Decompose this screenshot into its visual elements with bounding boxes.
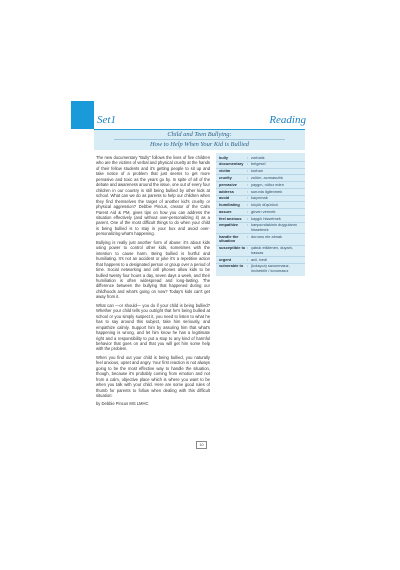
glossary-definition: (kolayca) savunmasız, incinebilir / korumasız	[251, 263, 290, 273]
glossary-definition: yaygın, nüfuz eden	[251, 181, 284, 187]
glossary-row: humiliating : küçük düşürücü	[216, 202, 305, 209]
glossary-box	[216, 153, 305, 276]
glossary-row: address : sorunla ilgilenmek	[216, 189, 305, 196]
set-label: Set1	[97, 114, 116, 126]
glossary-row: vulnerable to : (kolayca) savunmasız, incinebilir / korumasız	[216, 264, 305, 274]
glossary-term: humiliating	[219, 202, 240, 208]
glossary-term: empathize	[219, 222, 239, 228]
title-band	[94, 130, 305, 150]
glossary-definition: çabuk etkilenen, duyarlı, hassas	[251, 245, 293, 255]
glossary-row: documentary : belgesel	[216, 162, 305, 169]
glossary-term: handle the situation	[219, 233, 239, 244]
article-subtitle: How to Help When Your Kid is Bullied	[114, 139, 285, 149]
glossary-row: cruelty : zulüm, acımasızlık	[216, 175, 305, 182]
glossary-definition: durumu ele almak	[251, 233, 282, 239]
article-paragraph: Bullying is really just another form of abuse: it's about kids using power to control other kids, sometimes with the intention to cause harm. Being bullied is hurtful and humiliating. It's not an accident or joke it's a repetitive action that happens to a designated person or group over a period of time. Social networking and cell phones allow kids to be bullied twenty four hours a day, seven days a week, and their humiliation is often widespread and long-lasting. The difference between the bullying that happened during our childhoods and what's going on now? Today's kids can't get away from it.	[96, 239, 210, 300]
glossary-row: victim : kurban	[216, 169, 305, 176]
glossary-row: feel anxious : kaygılı hissetmek	[216, 216, 305, 223]
glossary-row: urgent : acil, ivedi	[216, 257, 305, 264]
glossary-term: susceptible to	[219, 245, 246, 251]
article-author: by Debbie Pincus MS LMHC	[96, 401, 149, 407]
glossary-row: avoid : kaçınmak	[216, 196, 305, 203]
glossary-definition: kaçınmak	[251, 195, 268, 201]
glossary-term: pervasive	[219, 181, 237, 187]
glossary-term: victim	[219, 168, 231, 174]
article-paragraph: What can —or should— you do if your child is being bullied? Whether your child tells you outright that he's being bullied at school or you simply suspect it, you need to listen to what he has to say around this subject, take him seriously, and empathize calmly. Support him by assuring him that what's happening is wrong, and let him know he has a legitimate right and a responsibility to put a stop to any kind of harmful behavior that goes on and that you will get him some help with the problem.	[96, 302, 210, 352]
section-label: Reading	[269, 114, 306, 126]
page-number: 10	[196, 441, 207, 449]
glossary-row: empathize : karşısındakinin duygularını hissetmek	[216, 223, 305, 234]
glossary-definition: sorunla ilgilenmek	[251, 188, 283, 194]
glossary-term: urgent	[219, 256, 232, 262]
glossary-term: feel anxious	[219, 215, 242, 221]
glossary-row: assure : güven vermek	[216, 209, 305, 216]
glossary-definition: zulüm, acımasızlık	[251, 174, 283, 180]
glossary-row: handle the situation : durumu ele almak	[216, 234, 305, 245]
glossary-definition: karşısındakinin duygularını hissetmek	[251, 222, 298, 232]
glossary-term: documentary	[219, 161, 244, 167]
glossary-definition: güven vermek	[251, 208, 276, 214]
article-body	[96, 155, 210, 407]
glossary-term: cruelty	[219, 174, 232, 180]
glossary-definition: belgesel	[251, 161, 266, 167]
glossary-row: bully : zorbalık	[216, 155, 305, 162]
glossary-definition: zorbalık	[251, 154, 265, 160]
glossary-row: pervasive : yaygın, nüfuz eden	[216, 182, 305, 189]
glossary-row: susceptible to : çabuk etkilenen, duyarlı, hassas	[216, 246, 305, 257]
article-paragraph: When you find out your child is being bullied, you naturally feel anxious, upset and angry. Your first reaction is not always going to be the most effective way to handle the situation, though, because it's probably coming from emotion and not from a calm, objective place which is where you want to be when you talk with your child. Here are some good rules of thumb for parents to follow when dealing with this difficult situation:	[96, 354, 210, 399]
glossary-term: avoid	[219, 195, 230, 201]
glossary-term: bully	[219, 154, 229, 160]
corner-color-block	[71, 101, 94, 129]
article-title: Child and Teen Bullying:	[167, 131, 232, 138]
glossary-definition: acil, ivedi	[251, 256, 268, 262]
glossary-term: vulnerable to	[219, 263, 244, 269]
glossary-definition: kurban	[251, 168, 263, 174]
page-header	[94, 113, 305, 130]
glossary-definition: küçük düşürücü	[251, 202, 279, 208]
glossary-definition: kaygılı hissetmek	[251, 215, 281, 221]
article-paragraph: The new documentary "Bully" follows the lives of five children who are the victims of verbal and physical cruelty at the hands of their fellow students and it's getting people to sit up and take notice of a problem that just seems to get more pervasive and toxic as the years go by. In spite of all of the debate and awareness around the issue, one out of every four children in our country is still being bullied by other kids at school. What can we do as parents to help our children when they find themselves the target of another kid's cruelty or physical aggression? Debbie Pincus, creator of the Calm Parent Aid & PM, gives tips on how you can address the situation effectively (and without over-personalizing it) as a parent. One of the most difficult things to do when your child is being bullied is to stay in your box and avoid over-personalizing what's happening.	[96, 155, 210, 237]
glossary-term: address	[219, 188, 234, 194]
glossary-term: assure	[219, 208, 232, 214]
